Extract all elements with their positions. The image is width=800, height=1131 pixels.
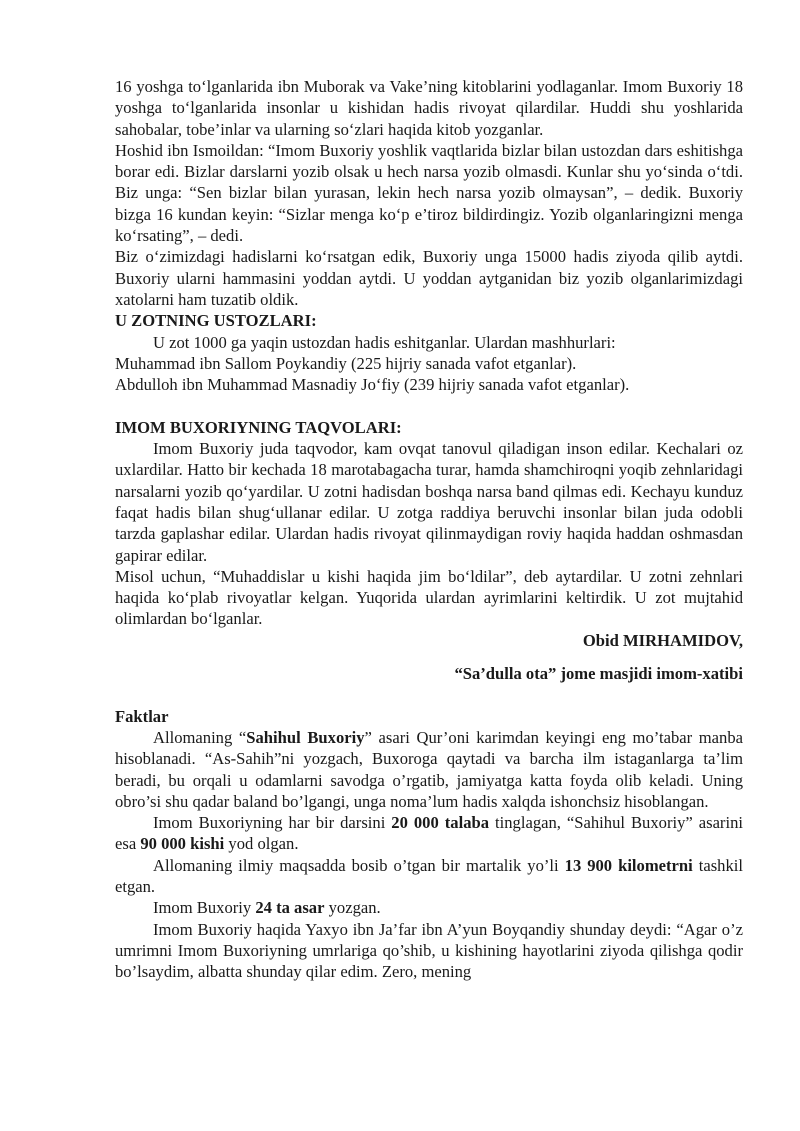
heading-piety: IMOM BUXORIYNING TAQVOLARI: xyxy=(115,417,402,437)
author-position: “Sa’dulla ota” jome masjidi imom-xatibi xyxy=(454,664,743,684)
heading-teachers: U ZOTNING USTOZLARI: xyxy=(115,311,317,331)
fact-yaxyo-quote: Imom Buxoriy haqida Yaxyo ibn Ja’far ibn A’yun Boyqandiy shunday deydi: “Agar o’z umrimni Imom Buxoriyning umrlariga qo’shib, u kishining hayotlarini ziyoda qilishga qodir bo’lsaydim, albatta shunday qilar edim. Zero, mening xyxy=(115,919,743,982)
fact-highlight: 90 000 kishi xyxy=(140,834,225,854)
document-page xyxy=(115,76,743,982)
spacer xyxy=(115,651,743,663)
fact-highlight: 24 ta asar xyxy=(255,898,325,918)
fact-highlight: 20 000 talaba xyxy=(391,813,490,833)
fact-highlight: Sahihul Buxoriy xyxy=(246,727,365,747)
paragraph-teachers-intro: U zot 1000 ga yaqin ustozdan hadis eshitganlar. Ulardan mashhurlari: xyxy=(153,332,616,352)
fact-sahihul-buxoriy: Allomaning “Sahihul Buxoriy” asari Qur’oni karimdan keyingi eng mo’tabar manba hisoblanadi. “As-Sahih”ni yozgach, Buxoroga qaytadi va barcha ilm istaganlarga ta’lim beradi, bu orqali u odamlarni savodga o’rgatib, jamiyatga katta foyda olib keladi. Uning obro’si shu qadar baland bo’lgangi, unga noma’lum hadis xalqda ishonchsiz hisoblangan. xyxy=(115,727,743,811)
fact-highlight: 13 900 kilometrni xyxy=(564,855,693,875)
fact-journey: Allomaning ilmiy maqsadda bosib o’tgan bir martalik yo’li 13 900 kilometrni tashkil etgan. xyxy=(115,855,743,896)
teacher-item-poykandiy: Muhammad ibn Sallom Poykandiy (225 hijriy sanada vafot etganlar). xyxy=(115,353,577,373)
paragraph-hoshid-narration: Hoshid ibn Ismoildan: “Imom Buxoriy yoshlik vaqtlarida bizlar bilan ustozdan dars eshitishga borar edi. Bizlar darslarni yozib olsak u hech narsa yozib olmasdi. Kunlar shu yo‘sinda o‘tdi. Biz unga: “Sen bizlar bilan yurasan, lekin hech narsa yozib olmaysan”, – dedik. Buxoriy bizga 16 kundan keyin: “Sizlar menga ko‘p e’tiroz bildirdingiz. Yozib olganlaringizni menga ko‘rsating”, – dedi. xyxy=(115,140,743,246)
paragraph-15000-hadith: Biz o‘zimizdagi hadislarni ko‘rsatgan edik, Buxoriy unga 15000 hadis ziyoda qilib aytdi. Buxoriy ularni hammasini yoddan aytdi. U yoddan aytganidan biz yozib olganlarimizdagi xatolarni ham tuzatib oldik. xyxy=(115,247,743,309)
author-name: Obid MIRHAMIDOV, xyxy=(582,630,743,650)
paragraph-piety-description: Imom Buxoriy juda taqvodor, kam ovqat tanovul qiladigan inson edilar. Kechalari oz uxlardilar. Hatto bir kechada 18 marotabagacha turar, hamda shamchiroqni yoqib zehnlaridagi narsalarni yozib qo‘yardilar. U zotni hadisdan boshqa narsa band qilmas edi. Kechayu kunduz faqat hadis bilan shug‘ullanar edilar. U zotga raddiya beruvchi insonlar bilan juda odobli tarzda gaplashar edilar. Ulardan hadis rivoyat qilinmaydigan roviy haqida haddan oshmasdan gapirar edilar. xyxy=(115,439,743,565)
spacer xyxy=(115,684,743,705)
spacer xyxy=(115,395,743,416)
fact-students: Imom Buxoriyning har bir darsini 20 000 talaba tinglagan, “Sahihul Buxoriy” asarini esa 90 000 kishi yod olgan. xyxy=(115,813,743,854)
paragraph-memorization: 16 yoshga to‘lganlarida ibn Muborak va Vake’ning kitoblarini yodlaganlar. Imom Buxoriy 18 yoshga to‘lganlarida insonlar u kishidan hadis rivoyat qilardilar. Huddi shu yoshlarida sahobalar, tobe’inlar va ularning so‘zlari haqida kitob yozganlar. xyxy=(115,77,743,139)
fact-works: Imom Buxoriy 24 ta asar yozgan. xyxy=(153,898,381,918)
heading-facts: Faktlar xyxy=(115,706,169,726)
teacher-item-masnadiy: Abdulloh ibn Muhammad Masnadiy Jo‘fiy (239 hijriy sanada vafot etganlar). xyxy=(115,375,630,395)
paragraph-piety-example: Misol uchun, “Muhaddislar u kishi haqida jim bo‘ldilar”, deb aytardilar. U zotni zehnlari haqida ko‘plab rivoyatlar kelgan. Yuqorida ulardan ayrimlarini keltirdik. U zot mujtahid olimlardan bo‘lganlar. xyxy=(115,566,743,629)
